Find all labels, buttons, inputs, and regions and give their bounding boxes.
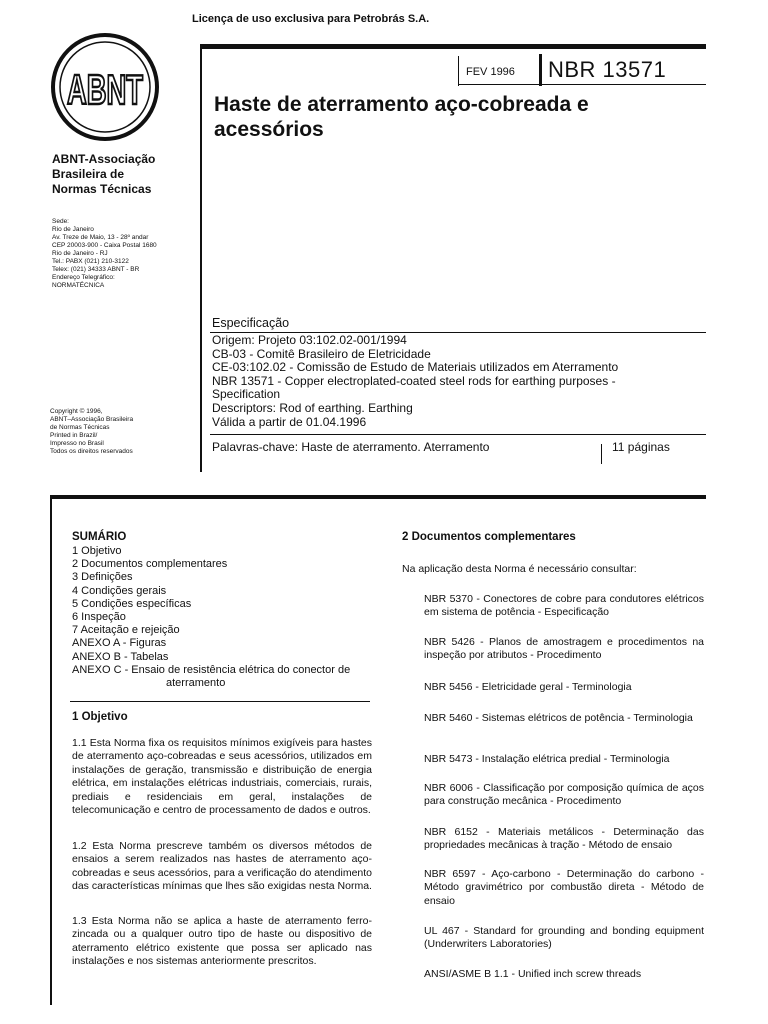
committee: CB-03 - Comitê Brasileiro de Eletricidade: [212, 346, 431, 361]
date-divider: [458, 56, 459, 86]
paragraph: 1.3 Esta Norma não se aplica a haste de aterramento ferro-zincada ou a qualquer outro tipo de haste ou dispositivo de aterramento elétrico existente que possa ser aplicado nas instalações e nos sistemas anteriormente prescritos.: [72, 915, 372, 968]
list-item: 1 Objetivo: [72, 545, 122, 557]
list-item: ANEXO C - Ensaio de resistência elétrica do conector de: [72, 663, 351, 676]
keywords: Palavras-chave: Haste de aterramento. Aterramento: [212, 440, 490, 454]
standard-code: NBR 13571: [548, 57, 667, 82]
list-item: 5 Condições específicas: [72, 597, 192, 610]
pages-divider: [601, 444, 602, 464]
list-item-continuation: aterramento: [166, 677, 226, 690]
list-item: 4 Condições gerais: [72, 584, 167, 597]
document-title: Haste de aterramento aço-cobreada e acessórios: [214, 93, 589, 141]
paragraph: 1.1 Esta Norma fixa os requisitos mínimos exigíveis para hastes de aterramento aço-cobreadas e seus acessórios, utilizados em instalações de geração, transmissão e distribuição de energia elétrica, em instalações elétricas industriais, comerciais, rurais, prediais e residenciais em geral, instalações de telecomunicação e centro de processamento de dados e outros.: [72, 737, 372, 817]
reference-item: ANSI/ASME B 1.1 - Unified inch screw threads: [424, 968, 642, 980]
list-item: 2 Documentos complementares: [72, 558, 228, 571]
code-divider: [539, 54, 542, 86]
summary-rule: [70, 701, 370, 702]
reference-item: NBR 6152 - Materiais metálicos - Determinação das propriedades mecânicas à tração - Método de ensaio: [424, 826, 704, 852]
headquarters-address: Sede: Rio de Janeiro Av. Treze de Maio, 13 - 28º andar CEP 20003-900 - Caixa Postal 1680 Rio de Janeiro - RJ Tel.: PABX (021) 210-3122 Telex: (021) 34333 ABNT - BR Endereço Telegráfico: NORMATÉCNICA: [52, 218, 157, 289]
keywords-rule: [210, 434, 706, 435]
validity: Válida a partir de 01.04.1996: [212, 414, 367, 429]
list-item: ANEXO A - Figuras: [72, 637, 167, 650]
list-item: ANEXO B - Tabelas: [72, 650, 169, 663]
reference-item: NBR 6006 - Classificação por composição química de aços para construção mecânica - Procedimento: [424, 782, 704, 808]
list-item: 6 Inspeção: [72, 611, 126, 624]
reference-item: UL 467 - Standard for grounding and bonding equipment (Underwriters Laboratories): [424, 925, 704, 951]
english-title: NBR 13571 - Copper electroplated-coated steel rods for earthing purposes -: [212, 373, 616, 388]
descriptors: Descriptors: Rod of earthing. Earthing: [212, 400, 413, 415]
copyright-notice: Copyright © 1996, ABNT–Associação Brasileira de Normas Técnicas Printed in Brazil/ Impresso no Brasil Todos os direitos reservados: [50, 408, 134, 455]
document-details: Origem: Projeto 03:102.02-001/1994 CB-03 - Comitê Brasileiro de Eletricidade CE-03:102.02 - Comissão de Estudo de Materiais utilizados em Aterramento NBR 13571 - Copper electroplated-coated steel rods for earthing purposes - Specification Descriptors: Rod of earthing. Earthing Válida a partir de 01.04.1996: [212, 334, 702, 429]
reference-item: NBR 5370 - Conectores de cobre para condutores elétricos em sistema de potência - Especificação: [424, 593, 704, 619]
body-vertical-rule: [50, 495, 52, 1005]
summary-list: [72, 545, 382, 690]
license-notice: Licença de uso exclusiva para Petrobrás S.A.: [192, 13, 430, 25]
reference-item: NBR 6597 - Aço-carbono - Determinação do carbono - Método gravimétrico por combustão direta - Método de ensaio: [424, 868, 704, 907]
summary-title: SUMÁRIO: [72, 531, 127, 543]
page-count: 11 páginas: [612, 440, 670, 454]
objective-title: 1 Objetivo: [72, 711, 128, 723]
organization-name: ABNT-Associação Brasileira de Normas Técnicas: [52, 152, 156, 196]
logo-text: ABNT: [67, 66, 144, 113]
list-item: 3 Definições: [72, 571, 133, 584]
header-code-rule: [458, 84, 706, 85]
reference-item: NBR 5456 - Eletricidade geral - Terminologia: [424, 681, 632, 693]
study-commission: CE-03:102.02 - Comissão de Estudo de Materiais utilizados em Aterramento: [212, 360, 619, 375]
reference-item: NBR 5426 - Planos de amostragem e procedimentos na inspeção por atributos - Procedimento: [424, 636, 704, 662]
header-top-rule: [200, 44, 706, 49]
paragraph: 1.2 Esta Norma prescreve também os diversos métodos de ensaios a serem realizados nas hastes de aterramento aço-cobreadas e seus acessórios, para a verificação do atendimento das características mínimas que lhes são exigidas nesta Norma.: [72, 840, 373, 893]
documents-title: 2 Documentos complementares: [402, 531, 576, 543]
section-divider: [50, 495, 706, 499]
header-vertical-rule: [200, 46, 202, 472]
abnt-logo: [50, 32, 160, 142]
document-type: Especificação: [212, 316, 290, 330]
reference-item: NBR 5460 - Sistemas elétricos de potência - Terminologia: [424, 712, 693, 724]
reference-item: NBR 5473 - Instalação elétrica predial - Terminologia: [424, 753, 670, 765]
list-item: 7 Aceitação e rejeição: [72, 624, 180, 637]
origin: Origem: Projeto 03:102.02-001/1994: [212, 333, 407, 347]
documents-intro: Na aplicação desta Norma é necessário consultar:: [402, 563, 637, 575]
publication-date: FEV 1996: [466, 66, 515, 78]
